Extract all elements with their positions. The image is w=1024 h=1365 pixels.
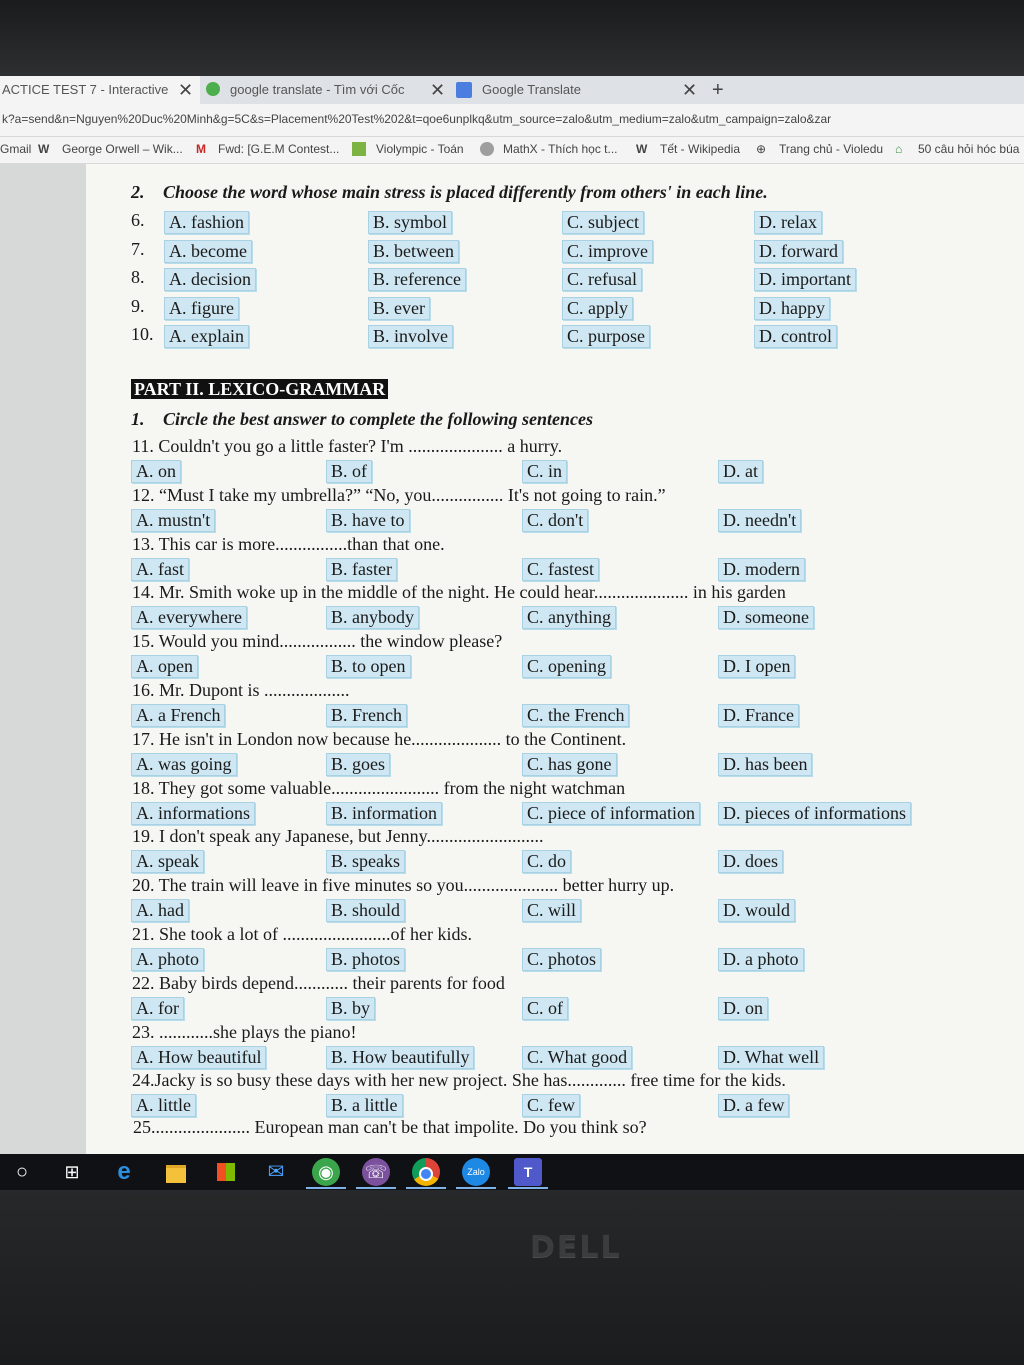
monitor-bezel-top [0, 0, 1024, 76]
answer-option-c[interactable]: C. in [522, 460, 567, 483]
bookmark-george-orwell[interactable]: George Orwell – Wik... [62, 142, 183, 156]
answer-option-d[interactable]: D. would [718, 899, 795, 922]
answer-option-b[interactable]: B. French [326, 704, 407, 727]
answer-option-d[interactable]: D. a few [718, 1094, 789, 1117]
answer-option-b[interactable]: B. to open [326, 655, 411, 678]
answer-option-b[interactable]: B. goes [326, 753, 390, 776]
close-icon[interactable]: ✕ [682, 80, 698, 100]
tab-label: Google Translate [482, 82, 582, 97]
answer-option-d[interactable]: D. someone [718, 606, 814, 629]
answer-option-c[interactable]: C. opening [522, 655, 611, 678]
answer-option-c[interactable]: C. What good [522, 1046, 632, 1069]
answer-option-b[interactable]: B. of [326, 460, 372, 483]
answer-option-d[interactable]: D. at [718, 460, 763, 483]
close-icon[interactable]: ✕ [178, 80, 194, 100]
screen [0, 76, 1024, 1190]
bookmark-mathx[interactable]: MathX - Thích học t... [503, 142, 618, 156]
answer-option-c[interactable]: C. apply [562, 297, 633, 320]
question-number: 8. [131, 267, 145, 287]
answer-option-d[interactable]: D. does [718, 850, 783, 873]
answer-option-b[interactable]: B. symbol [368, 211, 452, 234]
answer-option-a[interactable]: A. explain [164, 325, 249, 348]
viber-icon[interactable]: ☏ [362, 1158, 390, 1186]
answer-option-c[interactable]: C. will [522, 899, 581, 922]
answer-option-a[interactable]: A. on [131, 460, 181, 483]
cortana-icon[interactable]: ○ [15, 1161, 29, 1183]
address-bar[interactable] [0, 104, 1024, 137]
answer-option-b[interactable]: B. by [326, 997, 375, 1020]
answer-option-d[interactable]: D. important [754, 268, 856, 291]
answer-option-c[interactable]: C. piece of information [522, 802, 700, 825]
answer-option-a[interactable]: A. photo [131, 948, 204, 971]
stress-heading: Choose the word whose main stress is placed differently from others' in each line. [163, 182, 768, 202]
answer-option-c[interactable]: C. subject [562, 211, 644, 234]
question-number: 6. [131, 210, 145, 230]
question-25: 25...................... European man can't be that impolite. Do you think so? [133, 1117, 647, 1137]
answer-option-a[interactable]: A. had [131, 899, 189, 922]
answer-option-b[interactable]: B. involve [368, 325, 453, 348]
answer-option-b[interactable]: B. information [326, 802, 442, 825]
question-text: 21. She took a lot of ........................of her kids. [132, 924, 472, 944]
answer-option-b[interactable]: B. photos [326, 948, 405, 971]
violedu-icon: ⊕ [756, 142, 767, 156]
task-view-icon[interactable]: ⊞ [64, 1162, 80, 1182]
question-text: 14. Mr. Smith woke up in the middle of the night. He could hear..................... in his garden [132, 582, 786, 603]
answer-option-c[interactable]: C. has gone [522, 753, 617, 776]
teams-icon[interactable]: T [514, 1158, 542, 1186]
bookmark-gmail[interactable]: Gmail [0, 142, 32, 156]
answer-option-b[interactable]: B. a little [326, 1094, 403, 1117]
bookmarks-bar [0, 137, 1024, 164]
url-text: k?a=send&n=Nguyen%20Duc%20Minh&g=5C&s=Placement%20Test%202&t=qoe6unplkq&utm_source=zalo&utm_medium=zalo&utm_campaign=zalo&zar [2, 112, 832, 126]
question-number: 10. [131, 324, 154, 344]
translate-favicon-icon [456, 82, 472, 98]
answer-option-c[interactable]: C. the French [522, 704, 629, 727]
file-explorer-icon[interactable] [162, 1158, 190, 1186]
answer-option-c[interactable]: C. improve [562, 240, 653, 263]
edge-icon[interactable]: e [117, 1158, 131, 1185]
document-page [86, 164, 1024, 1154]
bookmark-tet-wikipedia[interactable]: Tết - Wikipedia [660, 142, 741, 156]
answer-option-d[interactable]: D. pieces of informations [718, 802, 911, 825]
answer-option-a[interactable]: A. for [131, 997, 184, 1020]
answer-option-d[interactable]: D. has been [718, 753, 812, 776]
answer-option-b[interactable]: B. should [326, 899, 405, 922]
grammar-heading-number: 1. [131, 409, 145, 429]
answer-option-d[interactable]: D. France [718, 704, 799, 727]
answer-option-a[interactable]: A. figure [164, 297, 239, 320]
taskbar [0, 1154, 1024, 1190]
part-title [131, 379, 388, 400]
answer-option-c[interactable]: C. do [522, 850, 571, 873]
dell-logo: DELL [530, 1230, 622, 1265]
question-text: 11. Couldn't you go a little faster? I'm ..................... a hurry. [132, 436, 563, 456]
answer-option-a[interactable]: A. mustn't [131, 509, 215, 532]
answer-option-a[interactable]: A. How beautiful [131, 1046, 266, 1069]
answer-option-a[interactable]: A. was going [131, 753, 237, 776]
answer-option-b[interactable]: B. between [368, 240, 459, 263]
grammar-heading: Circle the best answer to complete the following sentences [163, 409, 593, 429]
answer-option-c[interactable]: C. few [522, 1094, 580, 1117]
answer-option-b[interactable]: B. anybody [326, 606, 419, 629]
gmail-m-icon: M [196, 142, 206, 156]
wikipedia-w-icon: W [38, 142, 50, 156]
answer-option-b[interactable]: B. reference [368, 268, 466, 291]
stress-heading-number: 2. [131, 182, 145, 202]
answer-option-c[interactable]: C. refusal [562, 268, 642, 291]
answer-option-d[interactable]: D. forward [754, 240, 843, 263]
answer-option-c[interactable]: C. anything [522, 606, 616, 629]
part-title-label: PART II. LEXICO-GRAMMAR [131, 379, 388, 399]
question-text: 20. The train will leave in five minutes so you..................... better hurry up. [132, 875, 675, 896]
wikipedia-w-icon: W [636, 142, 648, 156]
answer-option-b[interactable]: B. speaks [326, 850, 405, 873]
answer-option-a[interactable]: A. become [164, 240, 252, 263]
answer-option-b[interactable]: B. have to [326, 509, 410, 532]
answer-option-d[interactable]: D. needn't [718, 509, 801, 532]
answer-option-c[interactable]: C. purpose [562, 325, 650, 348]
tab-google-search[interactable] [202, 76, 452, 104]
document-viewer [0, 164, 1024, 1154]
tab-label: google translate - Tìm với Cốc [230, 82, 405, 97]
tab-label: ACTICE TEST 7 - Interactive [2, 82, 169, 97]
answer-option-a[interactable]: A. fashion [164, 211, 249, 234]
tab-google-translate[interactable] [454, 76, 704, 104]
answer-option-c[interactable]: C. don't [522, 509, 588, 532]
answer-option-a[interactable]: A. everywhere [131, 606, 247, 629]
question-text: 15. Would you mind................. the window please? [132, 631, 503, 652]
close-icon[interactable]: ✕ [430, 80, 446, 100]
violympic-icon [352, 142, 366, 156]
answer-option-d[interactable]: D. a photo [718, 948, 804, 971]
bookmark-violympic[interactable]: Violympic - Toán [376, 142, 464, 156]
app-icon[interactable]: ◉ [312, 1158, 340, 1186]
question-text: 19. I don't speak any Japanese, but Jenny.......................... [132, 826, 544, 847]
answer-option-a[interactable]: A. open [131, 655, 198, 678]
tab-practice-test[interactable] [0, 76, 200, 104]
zalo-icon[interactable]: Zalo [462, 1158, 490, 1186]
question-text: 18. They got some valuable........................ from the night watchman [132, 777, 626, 798]
question-number: 7. [131, 238, 145, 259]
question-text: 13. This car is more................than that one. [132, 533, 445, 554]
question-text: 16. Mr. Dupont is ................... [132, 680, 350, 700]
question-number: 9. [131, 295, 145, 316]
store-icon[interactable] [212, 1158, 240, 1186]
running-indicator [406, 1187, 446, 1189]
bookmark-50-questions[interactable]: 50 câu hỏi hóc búa [918, 142, 1020, 156]
bookmark-violedu[interactable]: Trang chủ - Violedu [779, 142, 884, 156]
running-indicator [508, 1187, 548, 1189]
question-text: 22. Baby birds depend............ their parents for food [132, 972, 505, 993]
chrome-icon[interactable] [412, 1158, 440, 1186]
answer-option-a[interactable]: A. informations [131, 802, 255, 825]
answer-option-a[interactable]: A. fast [131, 558, 189, 581]
house-icon: ⌂ [895, 142, 903, 156]
question-text: 12. “Must I take my umbrella?” “No, you................ It's not going to rain.” [132, 484, 666, 505]
answer-option-d[interactable]: D. What well [718, 1046, 824, 1069]
tab-bar [0, 76, 1024, 104]
mathx-icon [480, 142, 494, 156]
answer-option-a[interactable]: A. little [131, 1094, 196, 1117]
search-favicon-icon [206, 82, 220, 96]
question-text: 24.Jacky is so busy these days with her new project. She has............. free time for the kids. [132, 1070, 786, 1091]
answer-option-d[interactable]: D. modern [718, 558, 805, 581]
question-text: 23. ............she plays the piano! [132, 1021, 357, 1042]
answer-option-b[interactable]: B. ever [368, 297, 430, 320]
running-indicator [306, 1187, 346, 1189]
answer-option-d[interactable]: D. control [754, 325, 837, 348]
question-text: 17. He isn't in London now because he.................... to the Continent. [132, 728, 627, 749]
answer-option-c[interactable]: C. photos [522, 948, 601, 971]
running-indicator [356, 1187, 396, 1189]
bookmark-gem-contest[interactable]: Fwd: [G.E.M Contest... [218, 142, 340, 156]
answer-option-d[interactable]: D. I open [718, 655, 795, 678]
answer-option-d[interactable]: D. happy [754, 297, 830, 320]
answer-option-a[interactable]: A. speak [131, 850, 204, 873]
answer-option-d[interactable]: D. relax [754, 211, 822, 234]
answer-option-b[interactable]: B. faster [326, 558, 397, 581]
answer-option-c[interactable]: C. fastest [522, 558, 599, 581]
monitor-bezel-bottom [0, 1190, 1024, 1365]
new-tab-button[interactable]: + [712, 79, 724, 101]
answer-option-b[interactable]: B. How beautifully [326, 1046, 474, 1069]
answer-option-a[interactable]: A. a French [131, 704, 225, 727]
answer-option-a[interactable]: A. decision [164, 268, 256, 291]
mail-icon[interactable]: ✉ [267, 1161, 285, 1183]
running-indicator [456, 1187, 496, 1189]
answer-option-d[interactable]: D. on [718, 997, 768, 1020]
answer-option-c[interactable]: C. of [522, 997, 568, 1020]
